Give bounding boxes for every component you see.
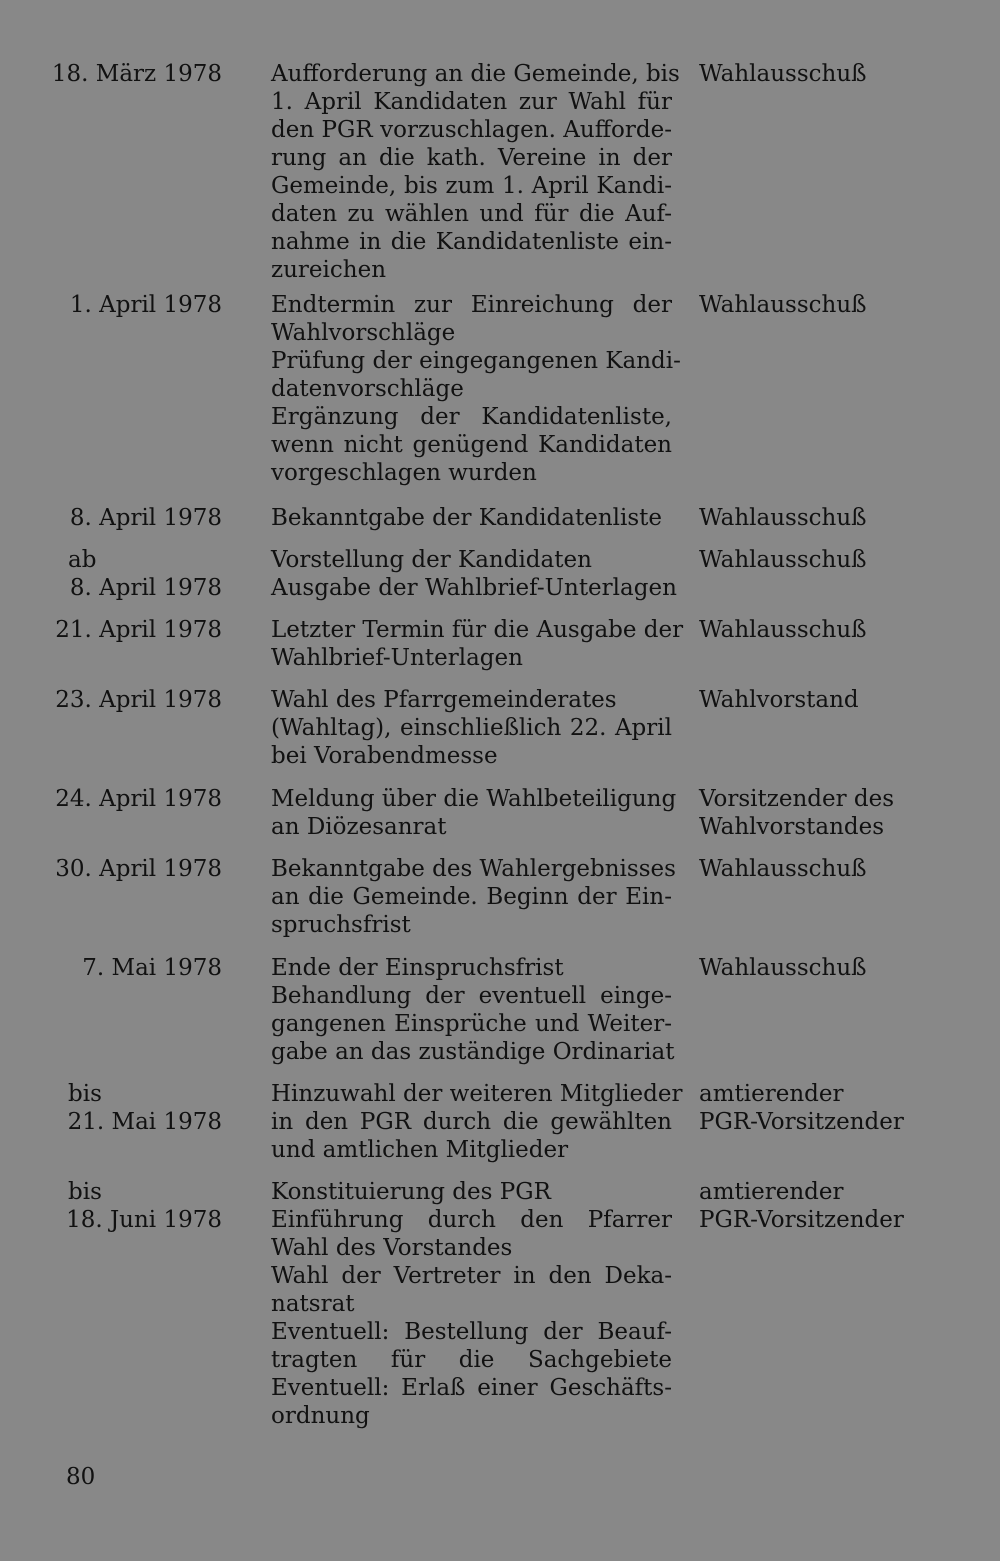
description-line: Wahl des Vorstandes	[271, 1235, 513, 1261]
page-number: 80	[66, 1464, 96, 1490]
date-cell	[0, 855, 222, 883]
description-line: Wahlvorschläge	[271, 320, 456, 346]
date-cell	[0, 1080, 222, 1136]
description-line: natsrat	[271, 1291, 355, 1317]
date-cell	[0, 1178, 222, 1234]
responsible-cell	[699, 291, 989, 319]
responsible-line: amtierender	[699, 1081, 844, 1107]
responsible-cell	[699, 616, 989, 644]
description-line: Eventuell: Bestellung der Beauf-	[271, 1319, 672, 1345]
description-line: zureichen	[271, 257, 387, 283]
date-line: 8. April 1978	[69, 575, 222, 601]
description-line: den PGR vorzuschlagen. Aufforde-	[271, 117, 672, 143]
description-line: ordnung	[271, 1403, 370, 1429]
description-line: Bekanntgabe des Wahlergebnisses	[271, 856, 676, 882]
date-line: 8. April 1978	[69, 505, 222, 531]
date-line: 18. Juni 1978	[66, 1207, 222, 1233]
description-cell	[271, 785, 677, 841]
description-line: Konstituierung des PGR	[271, 1179, 551, 1205]
description-line: nahme in die Kandidatenliste ein-	[271, 229, 672, 255]
responsible-line: Wahlausschuß	[699, 547, 867, 573]
description-line: Wahl der Vertreter in den Deka-	[271, 1263, 672, 1289]
description-line: rung an die kath. Vereine in der	[271, 145, 672, 171]
description-cell	[271, 504, 672, 532]
responsible-line: amtierender	[699, 1179, 844, 1205]
responsible-cell	[699, 504, 989, 532]
description-line: Hinzuwahl der weiteren Mitglieder	[271, 1081, 683, 1107]
description-line: Eventuell: Erlaß einer Geschäfts-	[271, 1375, 672, 1401]
date-cell	[0, 616, 222, 644]
description-line: Bekanntgabe der Kandidatenliste	[271, 505, 663, 531]
description-line: Wahl des Pfarrgemeinderates	[271, 687, 617, 713]
date-line: 21. April 1978	[55, 617, 222, 643]
description-line: Endtermin zur Einreichung der	[271, 292, 672, 318]
description-line: Meldung über die Wahlbeteiligung	[271, 786, 677, 812]
description-line: Ergänzung der Kandidatenliste,	[271, 404, 672, 430]
description-line: an Diözesanrat	[271, 814, 447, 840]
responsible-line: Wahlausschuß	[699, 292, 867, 318]
description-line: gabe an das zuständige Ordinariat	[271, 1039, 675, 1065]
description-line: Prüfung der eingegangenen Kandi-	[271, 348, 681, 374]
responsible-line: Wahlausschuß	[699, 505, 867, 531]
date-cell	[0, 954, 222, 982]
responsible-line: Wahlausschuß	[699, 856, 867, 882]
description-cell	[271, 546, 677, 602]
description-line: spruchsfrist	[271, 912, 411, 938]
description-line: Einführung durch den Pfarrer	[271, 1207, 672, 1233]
description-cell	[271, 616, 684, 672]
responsible-cell	[699, 686, 989, 714]
date-line: bis	[68, 1179, 102, 1205]
description-cell	[271, 291, 681, 487]
responsible-line: Wahlausschuß	[699, 61, 867, 87]
date-cell	[0, 504, 222, 532]
date-line: 30. April 1978	[55, 856, 222, 882]
description-cell	[271, 855, 676, 939]
date-cell	[0, 60, 222, 88]
description-line: Ende der Einspruchsfrist	[271, 955, 564, 981]
date-line: 1. April 1978	[69, 292, 222, 318]
date-line: 23. April 1978	[55, 687, 222, 713]
responsible-line: Vorsitzender des	[699, 786, 895, 812]
date-line: ab	[68, 547, 97, 573]
date-cell	[0, 546, 222, 602]
description-line: Gemeinde, bis zum 1. April Kandi-	[271, 173, 672, 199]
responsible-line: Wahlausschuß	[699, 955, 867, 981]
description-cell	[271, 954, 675, 1066]
responsible-cell	[699, 1080, 989, 1136]
description-line: Behandlung der eventuell einge-	[271, 983, 672, 1009]
description-line: Letzter Termin für die Ausgabe der	[271, 617, 684, 643]
description-cell	[271, 60, 680, 284]
responsible-cell	[699, 546, 989, 574]
responsible-cell	[699, 954, 989, 982]
description-line: vorgeschlagen wurden	[271, 460, 537, 486]
description-line: und amtlichen Mitglieder	[271, 1137, 569, 1163]
responsible-line: Wahlausschuß	[699, 617, 867, 643]
date-cell	[0, 785, 222, 813]
date-cell	[0, 291, 222, 319]
responsible-line: PGR-Vorsitzender	[699, 1207, 904, 1233]
date-line: 21. Mai 1978	[67, 1109, 222, 1135]
description-cell	[271, 1080, 683, 1164]
date-line: 24. April 1978	[55, 786, 222, 812]
description-line: Vorstellung der Kandidaten	[271, 547, 592, 573]
description-line: Aufforderung an die Gemeinde, bis	[271, 61, 680, 87]
responsible-cell	[699, 1178, 989, 1234]
description-cell	[271, 1178, 672, 1430]
responsible-cell	[699, 60, 989, 88]
responsible-cell	[699, 785, 989, 841]
description-line: an die Gemeinde. Beginn der Ein-	[271, 884, 672, 910]
date-line: 7. Mai 1978	[82, 955, 222, 981]
description-line: datenvorschläge	[271, 376, 464, 402]
responsible-line: PGR-Vorsitzender	[699, 1109, 904, 1135]
description-cell	[271, 686, 672, 770]
description-line: (Wahltag), einschließlich 22. April	[271, 715, 672, 741]
description-line: in den PGR durch die gewählten	[271, 1109, 672, 1135]
description-line: daten zu wählen und für die Auf-	[271, 201, 672, 227]
responsible-cell	[699, 855, 989, 883]
responsible-line: Wahlvorstand	[699, 687, 859, 713]
date-line: 18. März 1978	[51, 61, 222, 87]
description-line: Wahlbrief-Unterlagen	[271, 645, 523, 671]
description-line: gangenen Einsprüche und Weiter-	[271, 1011, 672, 1037]
description-line: wenn nicht genügend Kandidaten	[271, 432, 672, 458]
date-cell	[0, 686, 222, 714]
description-line: bei Vorabendmesse	[271, 743, 498, 769]
description-line: tragten für die Sachgebiete	[271, 1347, 672, 1373]
responsible-line: Wahlvorstandes	[699, 814, 885, 840]
description-line: 1. April Kandidaten zur Wahl für	[271, 89, 672, 115]
description-line: Ausgabe der Wahlbrief-Unterlagen	[271, 575, 677, 601]
date-line: bis	[68, 1081, 102, 1107]
